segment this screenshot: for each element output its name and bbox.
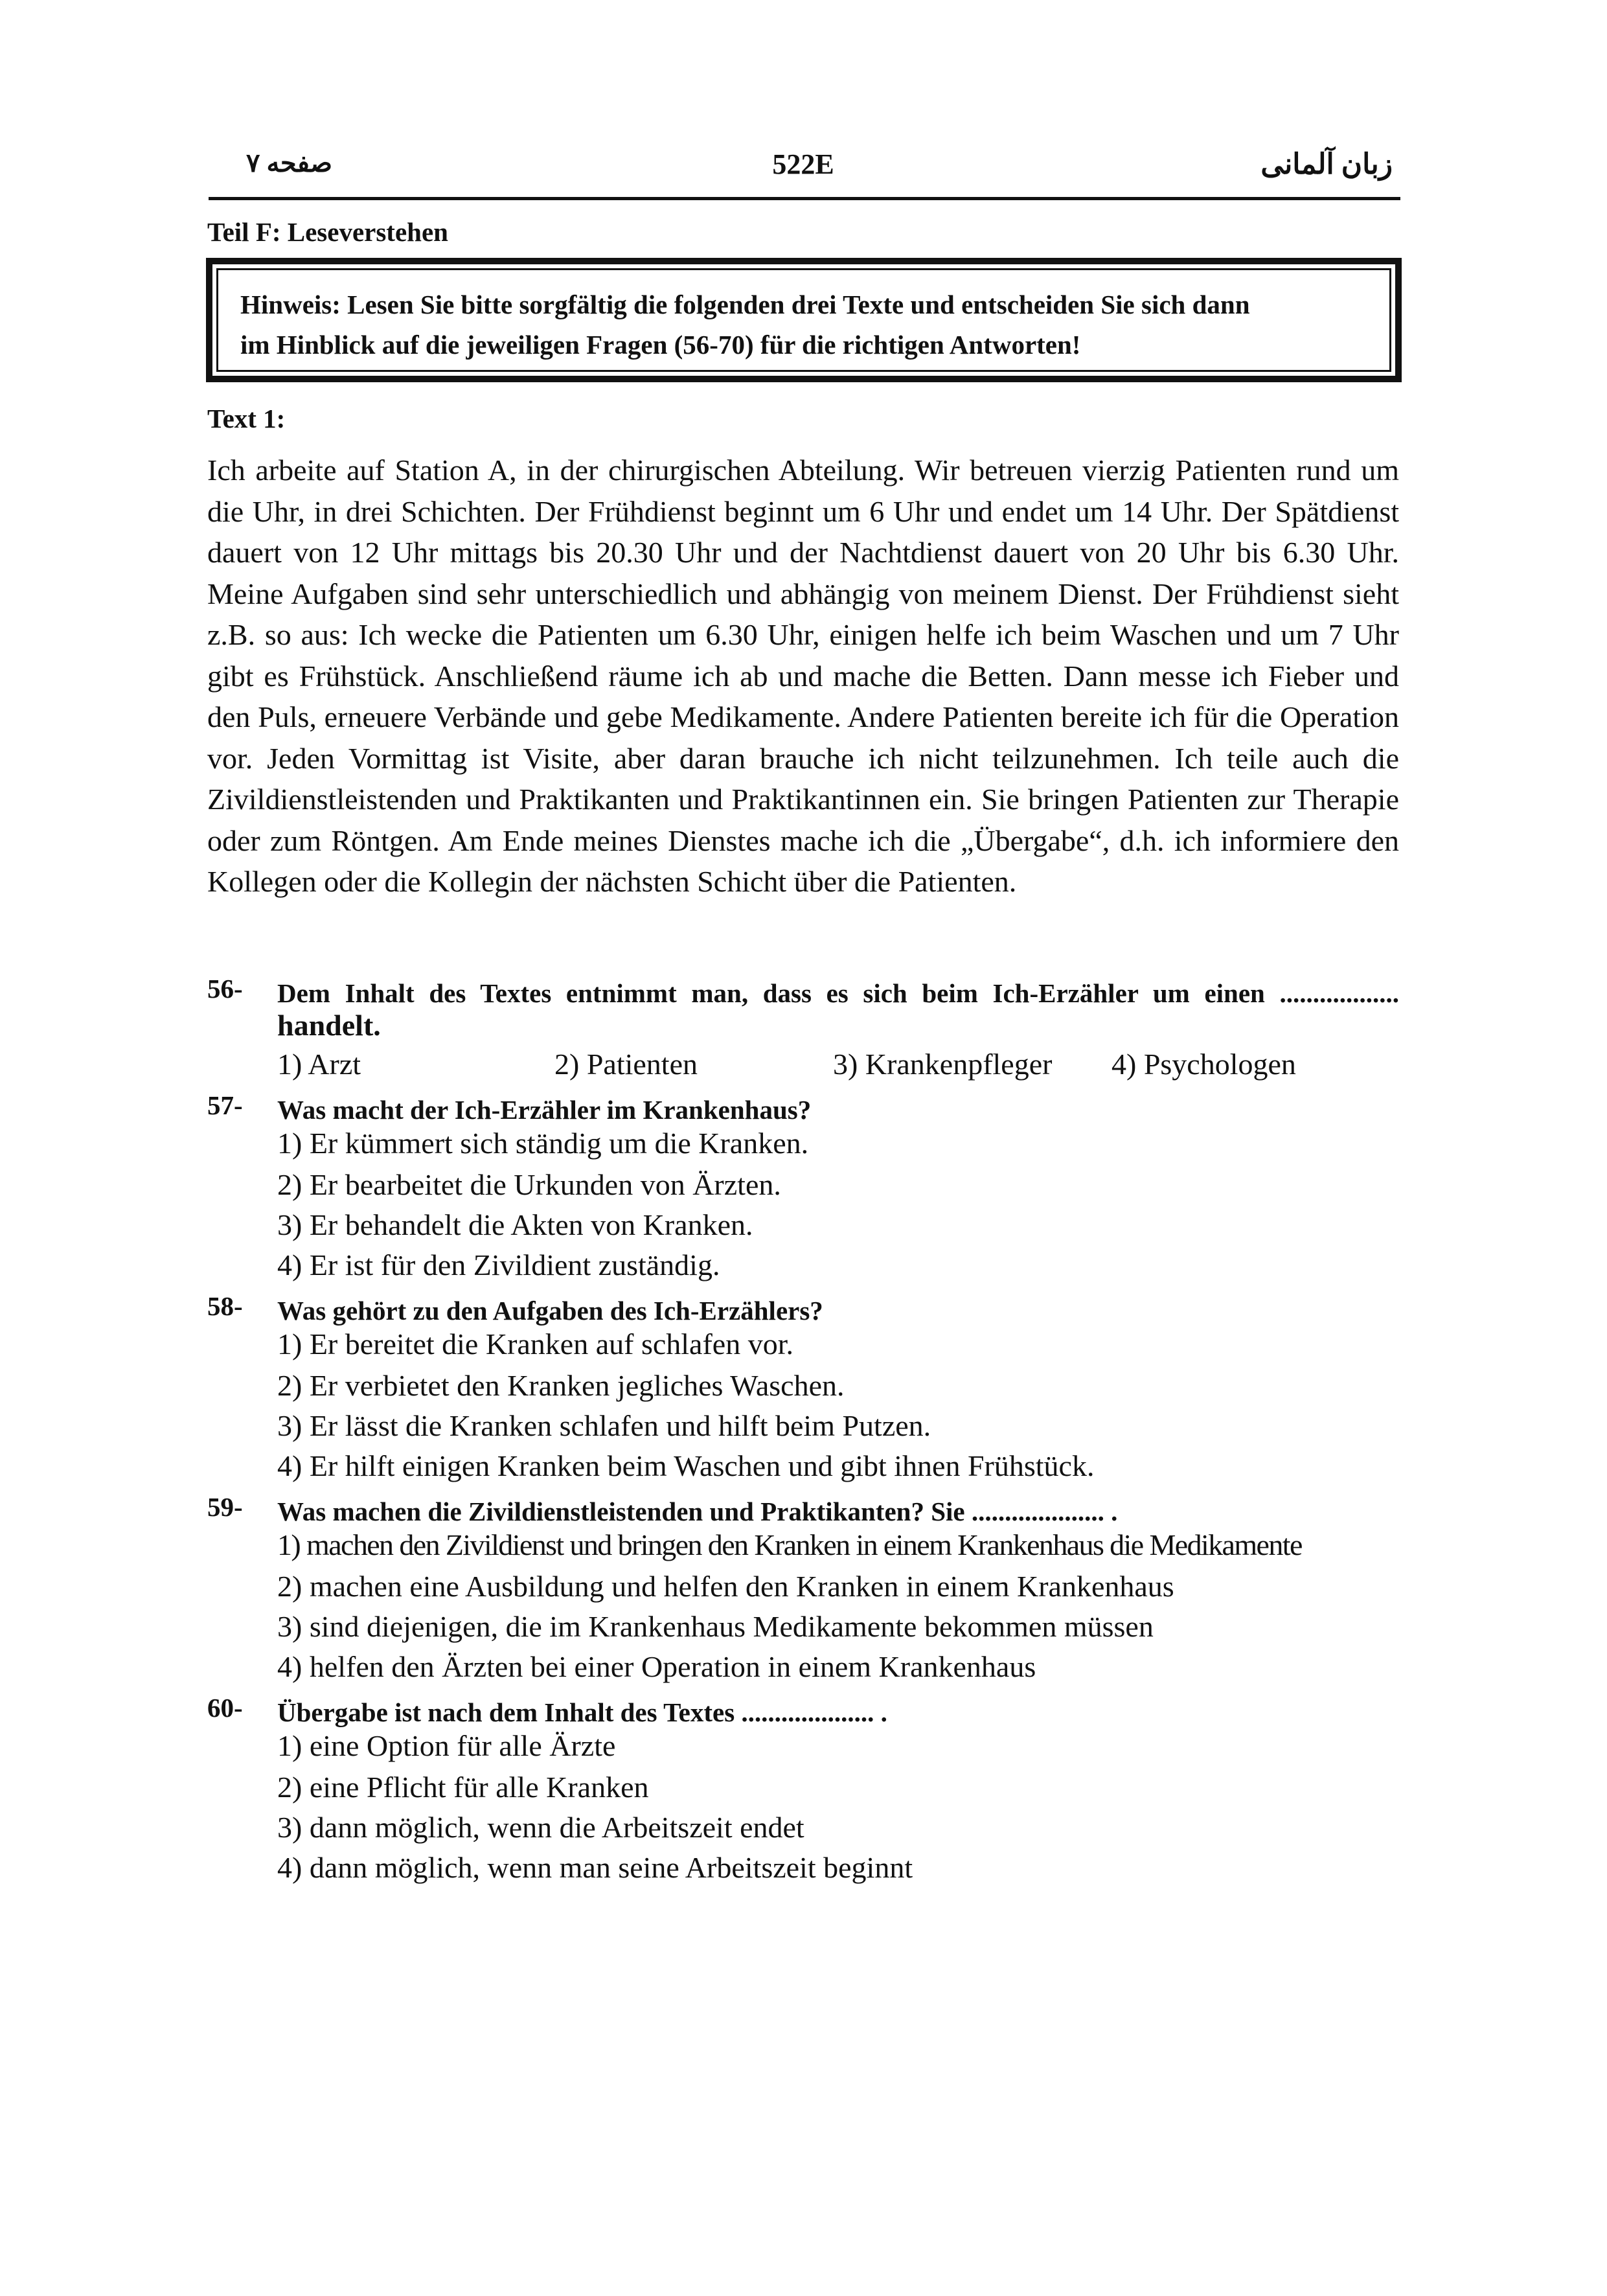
question-text: Was machen die Zivildienstleistenden und Praktikanten? Sie .................... . [277, 1497, 1118, 1526]
option-4[interactable]: 4) Psychologen [1111, 1048, 1296, 1081]
question-continuation: handelt. [277, 1009, 381, 1042]
question-number: 59- [207, 1492, 243, 1522]
question-text: Übergabe ist nach dem Inhalt des Textes .................... . [277, 1697, 887, 1727]
question-number: 56- [207, 974, 243, 1004]
option-1[interactable]: 1) machen den Zivildienst und bringen den Kranken in einem Krankenhaus die Medikamente [277, 1528, 1302, 1561]
section-title: Teil F: Leseverstehen [207, 217, 448, 247]
option-3[interactable]: 3) Er lässt die Kranken schlafen und hilft beim Putzen. [277, 1409, 931, 1442]
question-number: 60- [207, 1693, 243, 1723]
option-2[interactable]: 2) machen eine Ausbildung und helfen den Kranken in einem Krankenhaus [277, 1570, 1174, 1603]
notice-line-2: im Hinblick auf die jeweiligen Fragen (56-70) für die richtigen Antworten! [240, 330, 1081, 360]
reading-passage: Ich arbeite auf Station A, in der chirurgischen Abteilung. Wir betreuen vierzig Patienten rund um die Uhr, in drei Schichten. Der Frühdienst beginnt um 6 Uhr und endet um 14 Uhr. Der Spätdienst dauert von 12 Uhr mittags bis 20.30 Uhr und der Nachtdienst dauert von 20 Uhr bis 6.30 Uhr. Meine Aufgaben sind sehr unterschiedlich und abhängig von meinem Dienst. Der Frühdienst sieht z.B. so aus: Ich wecke die Patienten um 6.30 Uhr, einigen helfe ich beim Waschen und um 7 Uhr gibt es Frühstück. Anschließend räume ich ab und mache die Betten. Dann messe ich Fieber und den Puls, erneuere Verbände und gebe Medikamente. Andere Patienten bereite ich für die Operation vor. Jeden Vormittag ist Visite, aber daran brauche ich nicht teilzunehmen. Ich teile auch die Zivildienstleistenden und Praktikanten und Praktikantinnen ein. Sie bringen Patienten zur Therapie oder zum Röntgen. Am Ende meines Dienstes mache ich die „Übergabe“, d.h. ich informiere den Kollegen oder die Kollegin der nächsten Schicht über die Patienten. [207, 453, 1399, 898]
option-1[interactable]: 1) Er bereitet die Kranken auf schlafen vor. [277, 1327, 793, 1360]
option-1[interactable]: 1) eine Option für alle Ärzte [277, 1729, 616, 1762]
option-2[interactable]: 2) Er bearbeitet die Urkunden von Ärzten. [277, 1168, 781, 1201]
text-label: Text 1: [207, 404, 286, 433]
option-4[interactable]: 4) Er ist für den Zivildient zuständig. [277, 1248, 720, 1281]
notice-line-1: Hinweis: Lesen Sie bitte sorgfältig die folgenden drei Texte und entscheiden Sie sich dann [240, 290, 1250, 319]
option-4[interactable]: 4) dann möglich, wenn man seine Arbeitszeit beginnt [277, 1851, 913, 1884]
exam-code: 522E [772, 148, 834, 180]
question-number: 57- [207, 1090, 243, 1120]
option-4[interactable]: 4) Er hilft einigen Kranken beim Waschen und gibt ihnen Frühstück. [277, 1449, 1095, 1482]
option-1[interactable]: 1) Arzt [277, 1048, 361, 1081]
question-text: Was gehört zu den Aufgaben des Ich-Erzählers? [277, 1296, 823, 1326]
option-3[interactable]: 3) Krankenpfleger [833, 1048, 1053, 1081]
question-text: Was macht der Ich-Erzähler im Krankenhaus? [277, 1095, 812, 1125]
option-2[interactable]: 2) Patienten [554, 1048, 698, 1081]
option-1[interactable]: 1) Er kümmert sich ständig um die Kranken. [277, 1127, 809, 1160]
header-rule [209, 197, 1400, 200]
subject-title: زبان آلمانی [1260, 148, 1393, 180]
option-4[interactable]: 4) helfen den Ärzten bei einer Operation in einem Krankenhaus [277, 1650, 1036, 1683]
notice-box [206, 258, 1402, 382]
question-number: 58- [207, 1291, 243, 1321]
page-number: صفحه ۷ [246, 148, 332, 178]
option-3[interactable]: 3) Er behandelt die Akten von Kranken. [277, 1208, 753, 1241]
option-3[interactable]: 3) dann möglich, wenn die Arbeitszeit endet [277, 1811, 804, 1844]
page-header [207, 148, 1399, 187]
option-2[interactable]: 2) eine Pflicht für alle Kranken [277, 1771, 649, 1804]
notice-inner [216, 268, 1391, 372]
question-text: Dem Inhalt des Textes entnimmt man, dass es sich beim Ich-Erzähler um einen .................. [277, 978, 1399, 1008]
option-3[interactable]: 3) sind diejenigen, die im Krankenhaus Medikamente bekommen müssen [277, 1610, 1154, 1643]
option-2[interactable]: 2) Er verbietet den Kranken jegliches Waschen. [277, 1369, 845, 1402]
